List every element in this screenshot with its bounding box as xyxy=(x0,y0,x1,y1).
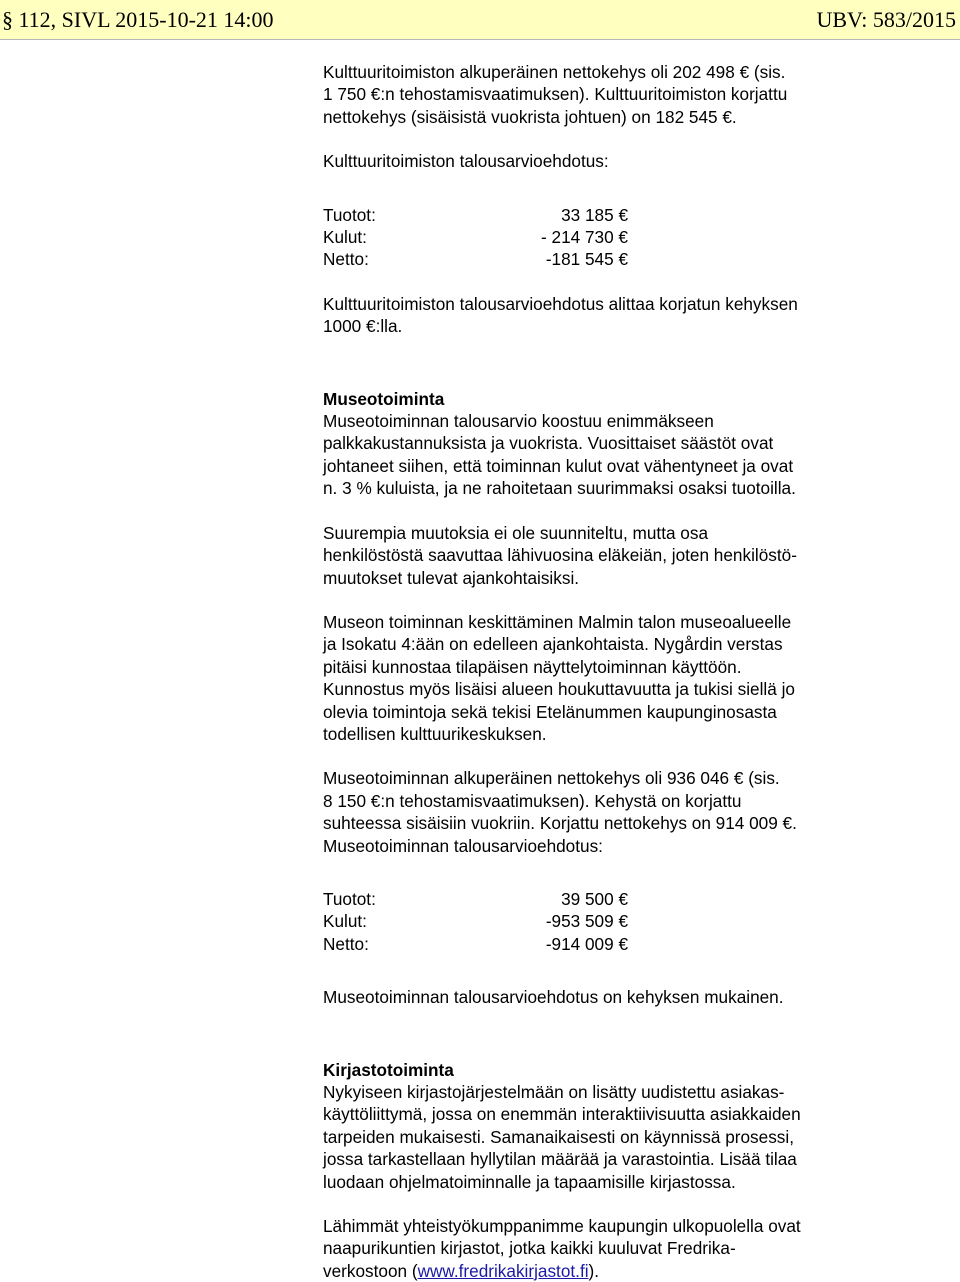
museo-budget-table xyxy=(323,888,628,955)
budget-label: Kulut: xyxy=(323,227,367,248)
museo-conclusion: Museotoiminnan talousarvioehdotus on kehyksen mukainen. xyxy=(323,987,784,1008)
kulttuuri-budget-table xyxy=(323,204,628,271)
kirjasto-paragraph-2-start: Lähimmät yhteistyökumppanimme kaupungin ulkopuolella ovat naapurikuntien kirjastot, jotka kaikki kuuluvat Fredrika- verkostoon ( xyxy=(323,1216,801,1281)
budget-row xyxy=(323,226,628,248)
budget-row xyxy=(323,248,628,270)
budget-value: -914 009 € xyxy=(545,933,628,954)
kirjasto-paragraph-2-end: ). xyxy=(588,1260,600,1281)
budget-label: Netto: xyxy=(323,249,369,270)
budget-label: Kulut: xyxy=(323,911,367,932)
kirjasto-paragraph-2 xyxy=(323,1215,958,1282)
budget-label: Netto: xyxy=(323,933,369,954)
budget-label: Tuotot: xyxy=(323,888,376,909)
section-reference: § 112, SIVL 2015-10-21 14:00 xyxy=(2,7,274,32)
kulttuuri-intro-paragraph: Kulttuuritoimiston alkuperäinen nettokehys oli 202 498 € (sis. 1 750 €:n tehostamisvaatimuksen). Kulttuuritoimiston korjattu nettokehys (sisäisistä vuokrista johtuen) on 182 545 €. xyxy=(323,62,788,127)
kirjasto-paragraph-1: Nykyiseen kirjastojärjestelmään on lisätty uudistettu asiakas- käyttöliittymä, jossa on enemmän interaktiivisuutta asiakkaiden tarpeiden mukaisesti. Samanaikaisesti on käynnissä prosessi, jossa tarkastellaan hyllytilan määrää ja varastointia. Lisää tilaa luodaan ohjelmatoiminnalle ja tapaamisille kirjastossa. xyxy=(323,1082,801,1192)
document-number: UBV: 583/2015 xyxy=(816,7,956,32)
budget-value: -953 509 € xyxy=(545,911,628,932)
fredrika-website-link[interactable]: www.fredrikakirjastot.fi xyxy=(417,1260,589,1281)
budget-value: 33 185 € xyxy=(561,204,628,225)
document-body xyxy=(323,61,958,1282)
museo-paragraph-3: Museon toiminnan keskittäminen Malmin talon museoalueelle ja Isokatu 4:ään on edelleen ajankohtaista. Nygårdin verstas pitäisi kunnostaa tilapäisen näyttelytoiminnan käyttöön. Kunnostus myös lisäisi alueen houkuttavuutta ja tukisi siellä jo olevia toimintoja sekä tekisi Etelänummen kaupunginosasta todellisen kulttuurikeskuksen. xyxy=(323,611,795,744)
museo-paragraph-4: Museotoiminnan alkuperäinen nettokehys oli 936 046 € (sis. 8 150 €:n tehostamisvaatimuksen). Kehystä on korjattu suhteessa sisäisiin vuokriin. Korjattu nettokehys on 914 009 €. Museotoiminnan talousarvioehdotus: xyxy=(323,768,797,856)
kulttuuri-proposal-label: Kulttuuritoimiston talousarvioehdotus: xyxy=(323,151,609,172)
budget-row xyxy=(323,910,628,932)
document-header xyxy=(0,0,960,40)
museo-paragraph-2: Suurempia muutoksia ei ole suunniteltu, mutta osa henkilöstöstä saavuttaa lähivuosina eläkeiän, joten henkilöstö- muutokset tulevat ajankohtaisiksi. xyxy=(323,522,797,588)
budget-row xyxy=(323,888,628,910)
budget-label: Tuotot: xyxy=(323,204,376,225)
kulttuuri-conclusion: Kulttuuritoimiston talousarvioehdotus alittaa korjatun kehyksen 1000 €:lla. xyxy=(323,293,798,337)
budget-value: 39 500 € xyxy=(561,888,628,909)
museo-paragraph-1: Museotoiminnan talousarvio koostuu enimmäkseen palkkakustannuksista ja vuokrista. Vuosittaiset säästöt ovat johtaneet siihen, että toiminnan kulut ovat vähentyneet ja ovat n. 3 % kuluista, ja ne rahoitetaan suurimmaksi osaksi tuotoilla. xyxy=(323,411,796,499)
budget-row xyxy=(323,933,628,955)
budget-value: -181 545 € xyxy=(545,249,628,270)
budget-row xyxy=(323,204,628,226)
kirjasto-heading: Kirjastotoiminta xyxy=(323,1059,454,1080)
budget-value: - 214 730 € xyxy=(541,227,628,248)
museo-heading: Museotoiminta xyxy=(323,388,445,409)
